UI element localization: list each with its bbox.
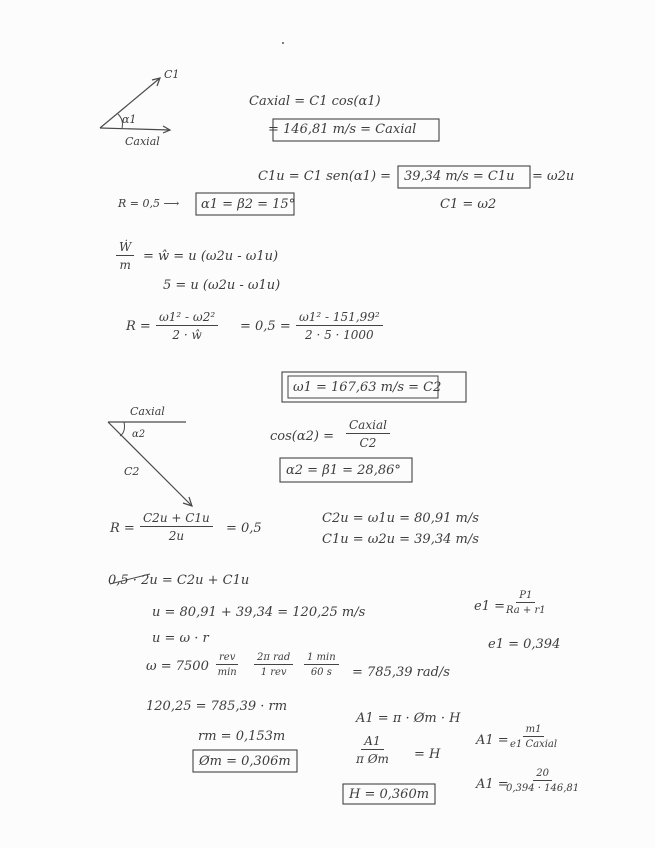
c1u-equation: C1u = ω2u = 39,34 m/s xyxy=(322,532,479,547)
rm-value: rm = 0,153m xyxy=(198,729,286,744)
cos-alpha2-numerator: Caxial xyxy=(346,418,390,434)
work-fraction xyxy=(116,240,134,272)
work-substituted: 5 = u (ω2u - ω1u) xyxy=(163,278,281,293)
w1-value: ω1 = 167,63 m/s = C2 xyxy=(293,380,442,395)
r2-numerator: C2u + C1u xyxy=(140,511,213,527)
r2-denominator: 2u xyxy=(168,529,185,543)
c1u-value: 39,34 m/s = C1u xyxy=(404,169,515,184)
r2-fraction xyxy=(140,511,213,543)
fig1-c1-label: C1 xyxy=(164,68,180,81)
m1-numerator: m1 xyxy=(523,724,545,737)
half-2u-equation: 0,5 · 2u = C2u + C1u xyxy=(108,573,250,588)
c1u-tail: = ω2u xyxy=(532,169,575,184)
min-per-s-fraction xyxy=(304,652,339,678)
alpha-beta-value: α1 = β2 = 15° xyxy=(201,197,296,212)
pi-dm-denominator: π Øm xyxy=(356,752,389,766)
cos-alpha2-denominator: C2 xyxy=(359,436,377,450)
r-denominator-2: 2 · 5 · 1000 xyxy=(305,328,374,342)
omega-lhs: ω = 7500 xyxy=(146,659,209,674)
a1-rhs-lhs: A1 = xyxy=(476,733,509,748)
u-omega-rm: 120,25 = 785,39 · rm xyxy=(146,699,288,714)
fig1-alpha1-label: α1 xyxy=(122,113,137,126)
caxial-value: = 146,81 m/s = Caxial xyxy=(268,122,417,137)
seconds-denominator: 60 s xyxy=(310,667,332,678)
r-numerator-2: ω1² - 151,99² xyxy=(296,310,383,326)
r-mid: = 0,5 = xyxy=(240,319,291,334)
rad-numerator: 2π rad xyxy=(254,652,293,665)
e1-value: e1 = 0,394 xyxy=(488,637,561,652)
rad-per-rev-fraction xyxy=(254,652,293,678)
rev-numerator: rev xyxy=(216,652,238,665)
r-fraction xyxy=(156,310,218,342)
u-value: u = 80,91 + 39,34 = 120,25 m/s xyxy=(152,605,366,620)
a1-numerator: A1 xyxy=(361,734,383,750)
fig1-caxial-label: Caxial xyxy=(125,135,160,148)
a1-equals-h: = H xyxy=(414,747,441,762)
r2-label: R = xyxy=(110,521,135,536)
a1-calc-denominator: 0,394 · 146,81 xyxy=(506,783,580,794)
dm-value: Øm = 0,306m xyxy=(199,754,291,769)
a1-over-pi-dm-fraction xyxy=(356,734,389,766)
a1-mass-fraction xyxy=(510,724,557,750)
e1-denominator: Ra + r1 xyxy=(506,605,546,616)
c2-vector-line xyxy=(108,422,192,506)
minute-numerator: 1 min xyxy=(304,652,339,665)
alpha2-value: α2 = β1 = 28,86° xyxy=(286,463,401,478)
rev-per-min-fraction xyxy=(216,652,238,678)
cos-alpha2-lhs: cos(α2) = xyxy=(270,429,334,444)
r-fraction-2 xyxy=(296,310,383,342)
ink-dot xyxy=(282,42,284,44)
e1-fraction xyxy=(506,590,546,616)
r-denominator: 2 · ŵ xyxy=(172,328,202,342)
fig2-alpha2-label: α2 xyxy=(132,429,146,440)
cos-alpha2-fraction xyxy=(346,418,390,450)
a1-calc-lhs: A1 = xyxy=(476,777,509,792)
omega-value: = 785,39 rad/s xyxy=(352,665,450,680)
e1-numerator: P1 xyxy=(516,590,535,603)
min-denominator: min xyxy=(217,667,237,678)
e1-lhs: e1 = xyxy=(474,599,505,614)
a1-calc-fraction xyxy=(506,768,579,794)
c1-equals-w2: C1 = ω2 xyxy=(440,197,497,212)
caxial-vector-line xyxy=(100,128,170,130)
a1-calc-numerator: 20 xyxy=(533,768,552,781)
r-numerator: ω1² - ω2² xyxy=(156,310,218,326)
h-value: H = 0,360m xyxy=(349,787,430,802)
caxial-definition: Caxial = C1 cos(α1) xyxy=(249,94,381,109)
work-denominator: m xyxy=(119,258,131,272)
c2u-equation: C2u = ω1u = 80,91 m/s xyxy=(322,511,479,526)
c1u-definition: C1u = C1 sen(α1) = xyxy=(258,169,392,184)
fig2-c2-label: C2 xyxy=(124,465,140,478)
rev-denominator: 1 rev xyxy=(260,667,287,678)
work-numerator: Ẇ xyxy=(116,240,134,256)
work-equation: = ŵ = u (ω2u - ω1u) xyxy=(143,249,279,264)
e1-caxial-denominator: e1 Caxial xyxy=(510,739,558,750)
r-half-label: R = 0,5 ⟶ xyxy=(118,197,180,210)
r-label: R = xyxy=(126,319,151,334)
a1-definition: A1 = π · Øm · H xyxy=(356,711,461,726)
u-omega-r: u = ω · r xyxy=(152,631,209,646)
fig2-caxial-label: Caxial xyxy=(130,405,165,418)
r2-value: = 0,5 xyxy=(226,521,262,536)
